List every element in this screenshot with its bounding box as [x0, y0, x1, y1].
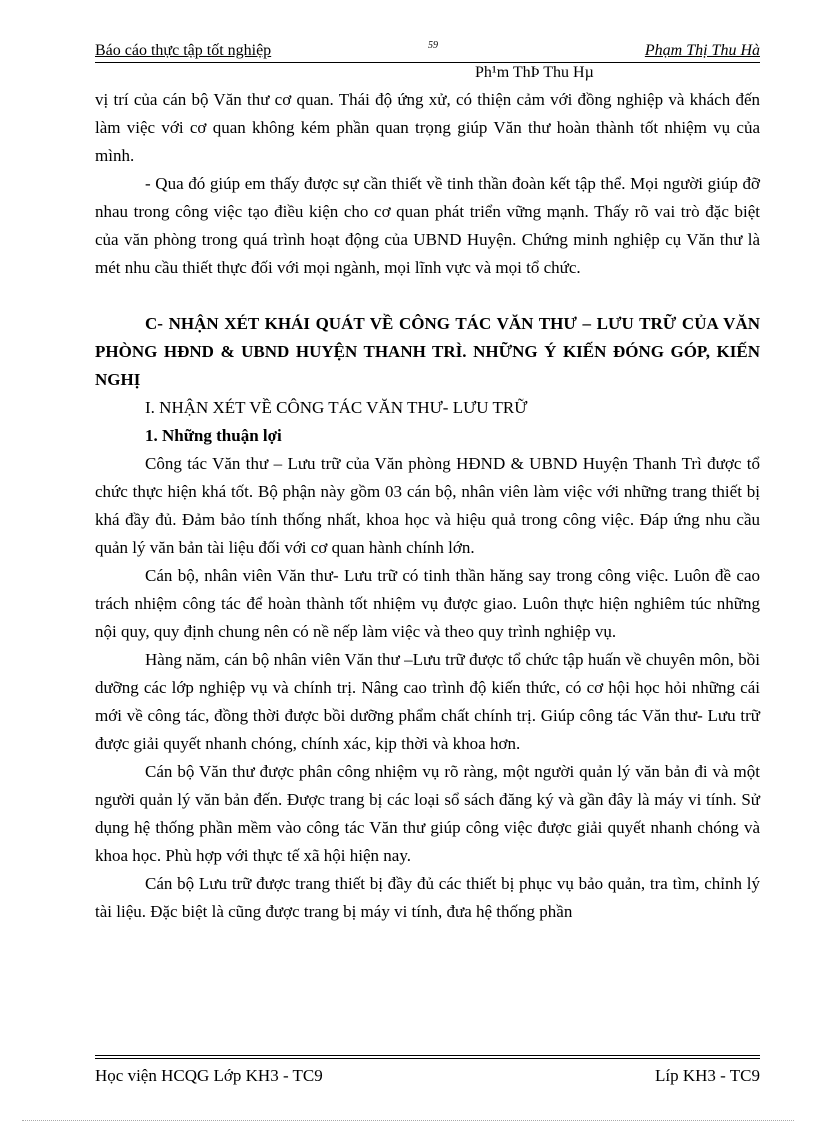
page-footer — [95, 1055, 760, 1092]
subsection-heading-1: 1. Những thuận lợi — [145, 426, 282, 445]
paragraph: Công tác Văn thư – Lưu trữ của Văn phòng HĐND & UBND Huyện Thanh Trì được tổ chức thực hiện khá tốt. Bộ phận này gồm 03 cán bộ, nhân viên làm việc với những trang thiết bị khá đầy đủ. Đảm bảo tính thống nhất, khoa học và hiệu quả trong công việc. Đáp ứng nhu cầu quản lý văn bản tài liệu đối với cơ quan hành chính lớn. — [95, 454, 760, 557]
footer-rule-top — [95, 1055, 760, 1056]
header-author: Phạm Thị Thu Hà — [644, 42, 760, 59]
paragraph: - Qua đó giúp em thấy được sự cần thiết về tinh thần đoàn kết tập thể. Mọi người giúp đỡ nhau trong công việc tạo điều kiện cho cơ quan phát triển vững mạnh. Thấy rõ vai trò đặc biệt của văn phòng trong quá trình hoạt động của UBND Huyện. Chứng minh nghiệp cụ Văn thư là mét nhu cầu thiết thực đối với mọi ngành, mọi lĩnh vực và mọi tổ chức. — [95, 174, 760, 277]
footer-rule-bottom — [95, 1058, 760, 1059]
header-rule — [95, 62, 760, 63]
footer-institution: Học viện HCQG Lớp KH3 - TC9 — [95, 1066, 323, 1085]
header-report-title: Báo cáo thực tập tốt nghiệp — [95, 42, 272, 59]
paragraph: Cán bộ, nhân viên Văn thư- Lưu trữ có tinh thần hăng say trong công việc. Luôn đề cao trách nhiệm công tác để hoàn thành tốt nhiệm vụ được giao. Luôn thực hiện nghiêm túc những nội quy, quy định chung nên có nề nếp làm việc và theo quy trình nghiệp vụ. — [95, 566, 760, 641]
document-body — [95, 86, 760, 926]
paragraph: vị trí của cán bộ Văn thư cơ quan. Thái độ ứng xử, có thiện cảm với đồng nghiệp và khách đến làm việc với cơ quan không kém phần quan trọng giúp Văn thư hoàn thành tốt nhiệm vụ của mình. — [95, 90, 760, 165]
page-edge — [22, 1120, 794, 1121]
page-number: 59 — [428, 40, 438, 51]
header-author-garbled: Ph¹m ThÞ Thu Hµ — [475, 64, 594, 81]
paragraph: Cán bộ Văn thư được phân công nhiệm vụ rõ ràng, một người quản lý văn bản đi và một người quản lý văn bản đến. Được trang bị các loại sổ sách đăng ký và gần đây là máy vi tính. Sử dụng hệ thống phần mềm vào công tác Văn thư giúp công việc được giải quyết nhanh chóng và khoa học. Phù hợp với thực tế xã hội hiện nay. — [95, 762, 760, 865]
paragraph: Hàng năm, cán bộ nhân viên Văn thư –Lưu trữ được tổ chức tập huấn về chuyên môn, bồi dưỡng các lớp nghiệp vụ và chính trị. Nâng cao trình độ kiến thức, có cơ hội học hỏi những cái mới về công tác, đồng thời được bồi dưỡng phẩm chất chính trị. Giúp công tác Văn thư- Lưu trữ được giải quyết nhanh chóng, chính xác, kịp thời và khoa hơn. — [95, 650, 760, 753]
section-heading-c: C- NHẬN XÉT KHÁI QUÁT VỀ CÔNG TÁC VĂN THƯ – LƯU TRỮ CỦA VĂN PHÒNG HĐND & UBND HUYỆN THANH TRÌ. NHỮNG Ý KIẾN ĐÓNG GÓP, KIẾN NGHỊ — [95, 314, 760, 389]
paragraph: Cán bộ Lưu trữ được trang thiết bị đầy đủ các thiết bị phục vụ bảo quản, tra tìm, chỉnh lý tài liệu. Đặc biệt là cũng được trang bị máy vi tính, đưa hệ thống phần — [95, 874, 760, 921]
footer-class: Líp KH3 - TC9 — [655, 1066, 760, 1085]
page-header — [95, 40, 760, 64]
subsection-heading-i: I. NHẬN XÉT VỀ CÔNG TÁC VĂN THƯ- LƯU TRỮ — [145, 398, 528, 417]
